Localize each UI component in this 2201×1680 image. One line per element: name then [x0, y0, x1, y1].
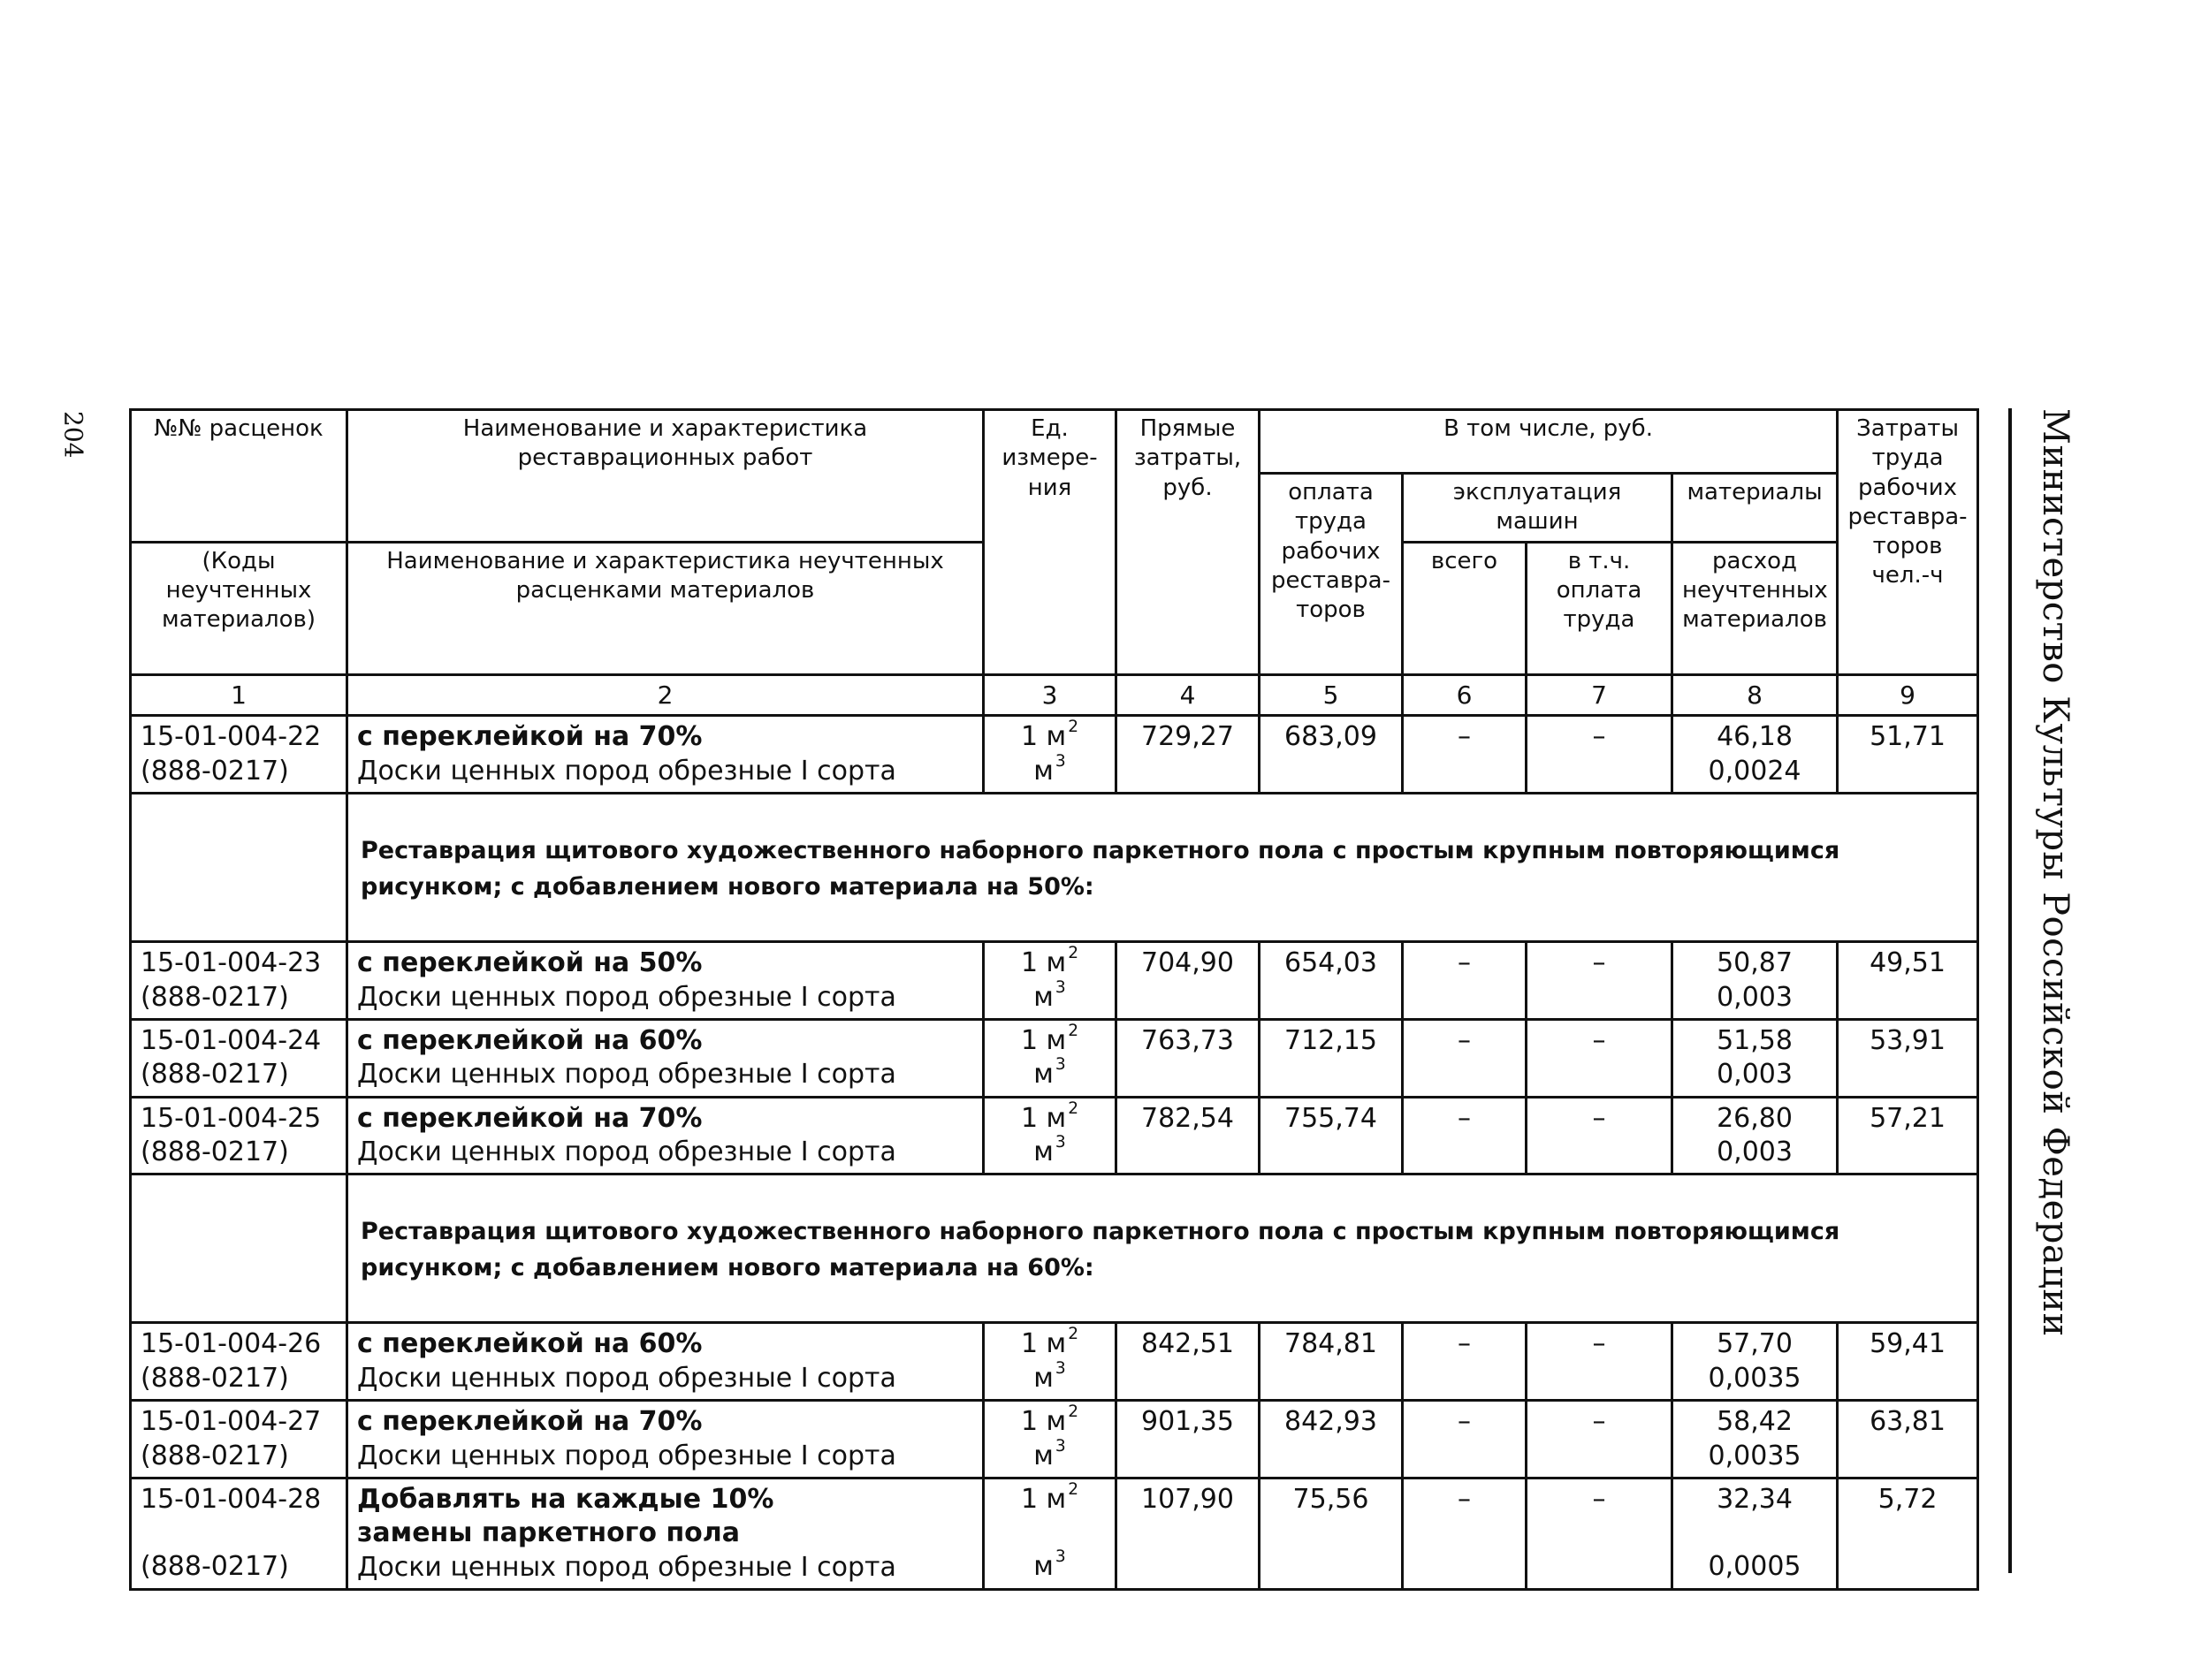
rate-code: 15-01-004-23 — [141, 947, 322, 979]
machines-total: – — [1403, 1401, 1527, 1479]
machines-total: – — [1403, 1097, 1527, 1174]
column-number: 7 — [1527, 674, 1672, 716]
rate-code: 15-01-004-25 — [141, 1102, 322, 1134]
column-number: 4 — [1116, 674, 1260, 716]
material-name: Доски ценных пород обрезные I сорта — [357, 1059, 896, 1091]
section-row — [131, 794, 1978, 942]
materials-cell — [1672, 1323, 1838, 1401]
material-name: Доски ценных пород обрезные I сорта — [357, 755, 896, 787]
work-title: с переклейкой на 60% — [357, 1328, 703, 1360]
work-name-cell — [347, 1401, 984, 1479]
machines-labor: – — [1527, 1019, 1672, 1097]
labor-cost: 654,03 — [1260, 942, 1403, 1020]
machines-total: – — [1403, 1479, 1527, 1590]
labor-cost: 712,15 — [1260, 1019, 1403, 1097]
unit-cell — [984, 1401, 1116, 1479]
direct-cost: 782,54 — [1116, 1097, 1260, 1174]
rate-code: 15-01-004-22 — [141, 721, 322, 753]
material-unit-sup: 3 — [1055, 751, 1066, 771]
rate-code: 15-01-004-28 — [141, 1484, 322, 1516]
machines-labor: – — [1527, 942, 1672, 1020]
work-name-cell — [347, 1019, 984, 1097]
labor-hours: 51,71 — [1838, 716, 1978, 794]
unit-sup: 2 — [1068, 1480, 1079, 1500]
work-title: с переклейкой на 70% — [357, 1102, 703, 1134]
direct-cost: 704,90 — [1116, 942, 1260, 1020]
materials-cost: 26,80 — [1717, 1102, 1793, 1134]
material-quantity: 0,0035 — [1708, 1440, 1801, 1471]
header-col6: всего — [1403, 542, 1527, 674]
header-col8: расход неучтенных материалов — [1672, 542, 1838, 674]
machines-total: – — [1403, 1019, 1527, 1097]
labor-cost: 683,09 — [1260, 716, 1403, 794]
unit-cell — [984, 1323, 1116, 1401]
unit: 1 м — [1020, 1024, 1067, 1056]
unit-sup: 2 — [1068, 944, 1079, 963]
materials-cost: 58,42 — [1717, 1406, 1793, 1438]
material-quantity: 0,003 — [1717, 1136, 1793, 1168]
material-unit: м — [1033, 1440, 1054, 1471]
material-code: (888-0217) — [141, 755, 289, 787]
unit: 1 м — [1020, 1406, 1067, 1438]
direct-cost: 107,90 — [1116, 1479, 1260, 1590]
rate-code-cell — [131, 1479, 347, 1590]
section-row — [131, 1174, 1978, 1323]
table-row — [131, 942, 1978, 1020]
header-col4: Прямые затраты, руб. — [1116, 410, 1260, 675]
unit: 1 м — [1020, 947, 1067, 979]
header-col1-top: №№ расценок — [131, 410, 347, 543]
machines-labor: – — [1527, 1097, 1672, 1174]
machines-total: – — [1403, 1323, 1527, 1401]
table-row — [131, 1019, 1978, 1097]
header-machines: эксплуатация машин — [1403, 474, 1672, 543]
machines-labor: – — [1527, 1323, 1672, 1401]
page-number: 204 — [58, 411, 88, 459]
column-number: 8 — [1672, 674, 1838, 716]
column-number: 5 — [1260, 674, 1403, 716]
header-col9: Затраты труда рабочих реставра-торов чел.-ч — [1838, 410, 1978, 675]
direct-cost: 763,73 — [1116, 1019, 1260, 1097]
direct-cost: 842,51 — [1116, 1323, 1260, 1401]
materials-cost: 32,34 — [1717, 1484, 1793, 1516]
work-name-cell — [347, 942, 984, 1020]
material-quantity: 0,0024 — [1708, 755, 1801, 787]
section-heading: Реставрация щитового художественного наборного паркетного пола с простым крупным повторяющимся рисунком; с добавлением нового материала на 60%: — [347, 1174, 1978, 1323]
labor-hours: 57,21 — [1838, 1097, 1978, 1174]
work-name-cell — [347, 716, 984, 794]
material-quantity: 0,003 — [1717, 1059, 1793, 1091]
material-quantity: 0,0035 — [1708, 1362, 1801, 1394]
table-row — [131, 1323, 1978, 1401]
material-code: (888-0217) — [141, 1362, 289, 1394]
table-row — [131, 716, 1978, 794]
materials-cell — [1672, 716, 1838, 794]
side-title: Министерство Культуры Российской Федерации — [2035, 408, 2075, 1337]
material-name: Доски ценных пород обрезные I сорта — [357, 1551, 896, 1583]
labor-hours: 49,51 — [1838, 942, 1978, 1020]
unit-cell — [984, 1479, 1116, 1590]
unit-cell — [984, 942, 1116, 1020]
labor-hours: 53,91 — [1838, 1019, 1978, 1097]
table-row — [131, 1479, 1978, 1590]
material-unit: м — [1033, 1551, 1054, 1583]
material-code: (888-0217) — [141, 1136, 289, 1168]
header-col2-bottom: Наименование и характеристика неучтенных расценками материалов — [347, 542, 984, 674]
materials-cost: 46,18 — [1717, 721, 1793, 753]
direct-cost: 901,35 — [1116, 1401, 1260, 1479]
material-quantity: 0,003 — [1717, 981, 1793, 1013]
rate-code: 15-01-004-27 — [141, 1406, 322, 1438]
unit: 1 м — [1020, 1102, 1067, 1134]
header-materials: материалы — [1672, 474, 1838, 543]
material-unit: м — [1033, 1362, 1054, 1394]
material-unit-sup: 3 — [1055, 1436, 1066, 1456]
materials-cell — [1672, 1479, 1838, 1590]
header-col5: оплата труда рабочих реставра-торов — [1260, 474, 1403, 675]
material-name: Доски ценных пород обрезные I сорта — [357, 981, 896, 1013]
material-unit-sup: 3 — [1055, 1133, 1066, 1152]
work-title: Добавлять на каждые 10% замены паркетного пола — [357, 1484, 774, 1549]
labor-cost: 75,56 — [1260, 1479, 1403, 1590]
labor-hours: 59,41 — [1838, 1323, 1978, 1401]
column-number: 2 — [347, 674, 984, 716]
material-name: Доски ценных пород обрезные I сорта — [357, 1136, 896, 1168]
materials-cost: 51,58 — [1717, 1024, 1793, 1056]
rate-code-cell — [131, 1019, 347, 1097]
material-unit-sup: 3 — [1055, 977, 1066, 997]
work-title: с переклейкой на 50% — [357, 947, 703, 979]
side-rule — [2008, 408, 2012, 1573]
unit-cell — [984, 716, 1116, 794]
material-unit: м — [1033, 755, 1054, 787]
section-heading: Реставрация щитового художественного наборного паркетного пола с простым крупным повторяющимся рисунком; с добавлением нового материала на 50%: — [347, 794, 1978, 942]
material-unit-sup: 3 — [1055, 1055, 1066, 1075]
header-col7: в т.ч. оплата труда — [1527, 542, 1672, 674]
rate-code-cell — [131, 1401, 347, 1479]
material-unit: м — [1033, 1059, 1054, 1091]
materials-cell — [1672, 1401, 1838, 1479]
column-number: 6 — [1403, 674, 1527, 716]
work-name-cell — [347, 1479, 984, 1590]
rate-code-cell — [131, 1323, 347, 1401]
materials-cell — [1672, 1019, 1838, 1097]
material-code: (888-0217) — [141, 981, 289, 1013]
work-title: с переклейкой на 70% — [357, 1406, 703, 1438]
unit-cell — [984, 1097, 1116, 1174]
machines-total: – — [1403, 716, 1527, 794]
material-code: (888-0217) — [141, 1551, 289, 1583]
rate-code: 15-01-004-26 — [141, 1328, 322, 1360]
labor-cost: 842,93 — [1260, 1401, 1403, 1479]
machines-labor: – — [1527, 716, 1672, 794]
unit-sup: 2 — [1068, 1021, 1079, 1040]
material-unit: м — [1033, 1136, 1054, 1168]
unit-sup: 2 — [1068, 1403, 1079, 1422]
machines-labor: – — [1527, 1479, 1672, 1590]
rate-code-cell — [131, 1097, 347, 1174]
column-number: 9 — [1838, 674, 1978, 716]
unit: 1 м — [1020, 1328, 1067, 1360]
unit-sup: 2 — [1068, 718, 1079, 737]
price-table — [129, 408, 1979, 1591]
material-unit-sup: 3 — [1055, 1547, 1066, 1567]
material-code: (888-0217) — [141, 1440, 289, 1471]
material-unit-sup: 3 — [1055, 1358, 1066, 1378]
unit-sup: 2 — [1068, 1325, 1079, 1344]
rate-code: 15-01-004-24 — [141, 1024, 322, 1056]
materials-cost: 57,70 — [1717, 1328, 1793, 1360]
work-name-cell — [347, 1097, 984, 1174]
header-col3: Ед. измере-ния — [984, 410, 1116, 675]
labor-cost: 755,74 — [1260, 1097, 1403, 1174]
header-col2-top: Наименование и характеристика реставрационных работ — [347, 410, 984, 543]
unit-cell — [984, 1019, 1116, 1097]
material-quantity: 0,0005 — [1708, 1551, 1801, 1583]
rate-code-cell — [131, 942, 347, 1020]
machines-labor: – — [1527, 1401, 1672, 1479]
unit: 1 м — [1020, 1484, 1067, 1516]
table-row — [131, 1401, 1978, 1479]
material-name: Доски ценных пород обрезные I сорта — [357, 1362, 896, 1394]
work-title: с переклейкой на 60% — [357, 1024, 703, 1056]
material-unit: м — [1033, 981, 1054, 1013]
column-number: 3 — [984, 674, 1116, 716]
direct-cost: 729,27 — [1116, 716, 1260, 794]
work-title: с переклейкой на 70% — [357, 721, 703, 753]
header-col1-bottom: (Коды неучтенных материалов) — [131, 542, 347, 674]
materials-cell — [1672, 942, 1838, 1020]
unit-sup: 2 — [1068, 1098, 1079, 1118]
unit: 1 м — [1020, 721, 1067, 753]
machines-total: – — [1403, 942, 1527, 1020]
work-name-cell — [347, 1323, 984, 1401]
labor-cost: 784,81 — [1260, 1323, 1403, 1401]
material-code: (888-0217) — [141, 1059, 289, 1091]
labor-hours: 5,72 — [1838, 1479, 1978, 1590]
materials-cost: 50,87 — [1717, 947, 1793, 979]
rate-code-cell — [131, 716, 347, 794]
header-group: В том числе, руб. — [1260, 410, 1838, 474]
table-row — [131, 1097, 1978, 1174]
column-number: 1 — [131, 674, 347, 716]
material-name: Доски ценных пород обрезные I сорта — [357, 1440, 896, 1471]
labor-hours: 63,81 — [1838, 1401, 1978, 1479]
materials-cell — [1672, 1097, 1838, 1174]
